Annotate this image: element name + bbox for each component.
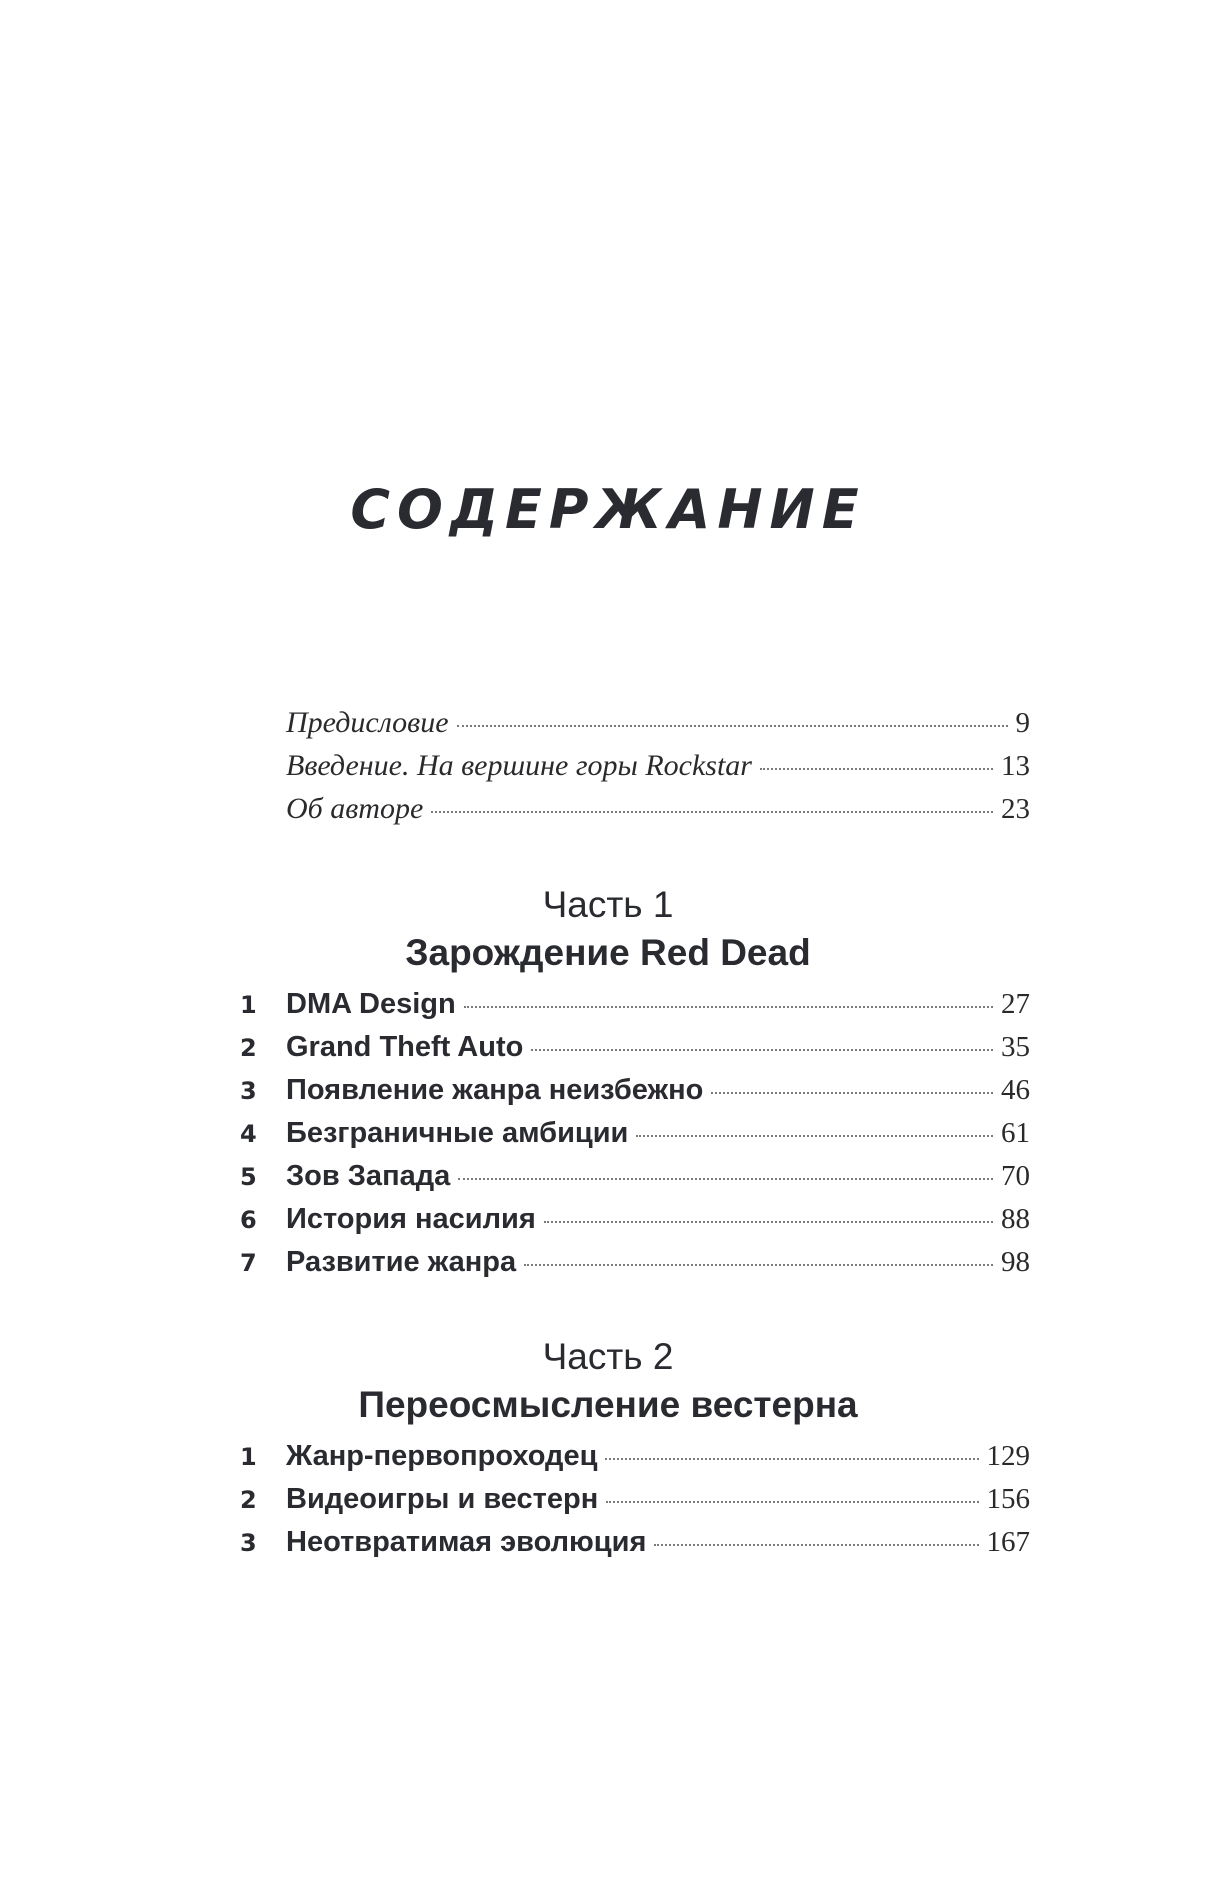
page-title: СОДЕРЖАНИЕ xyxy=(350,478,866,541)
part-label: Часть 1 xyxy=(542,884,674,925)
chapter-number: 4 xyxy=(240,1120,257,1148)
dot-leader xyxy=(605,1458,978,1460)
chapter-page: 167 xyxy=(986,1526,1030,1558)
chapter-title: Видеоигры и вестерн xyxy=(286,1483,599,1515)
chapter-title: Безграничные амбиции xyxy=(286,1117,629,1149)
part-heading xyxy=(0,882,1216,978)
toc-entry-page: 9 xyxy=(1015,707,1030,739)
chapter-entry xyxy=(240,1483,1030,1526)
toc-entry-title: Предисловие xyxy=(286,706,449,739)
dot-leader xyxy=(636,1135,993,1137)
chapter-number: 7 xyxy=(240,1249,257,1277)
chapter-entry xyxy=(240,1203,1030,1246)
dot-leader xyxy=(464,1006,993,1008)
chapter-entry xyxy=(240,1160,1030,1203)
dot-leader xyxy=(606,1501,978,1503)
chapter-title: DMA Design xyxy=(286,988,456,1020)
toc-entry-page: 13 xyxy=(1001,750,1030,782)
dot-leader xyxy=(711,1092,993,1094)
chapter-number: 2 xyxy=(240,1486,257,1514)
dot-leader xyxy=(760,768,993,770)
front-matter-list xyxy=(286,706,1030,835)
chapter-page: 61 xyxy=(1001,1117,1030,1149)
toc-entry-page: 23 xyxy=(1001,793,1030,825)
chapter-page: 156 xyxy=(986,1483,1030,1515)
dot-leader xyxy=(431,811,993,813)
chapter-page: 98 xyxy=(1001,1246,1030,1278)
part-name: Переосмысление вестерна xyxy=(358,1384,858,1425)
chapter-list xyxy=(240,988,1030,1289)
dot-leader xyxy=(458,1178,993,1180)
chapter-entry xyxy=(240,988,1030,1031)
toc-entry xyxy=(286,792,1030,835)
chapter-entry xyxy=(240,1074,1030,1117)
chapter-title: Grand Theft Auto xyxy=(286,1031,524,1063)
chapter-entry xyxy=(240,1117,1030,1160)
chapter-page: 27 xyxy=(1001,988,1030,1020)
chapter-title: История насилия xyxy=(286,1203,536,1235)
part-heading xyxy=(0,1334,1216,1430)
chapter-number: 3 xyxy=(240,1077,257,1105)
dot-leader xyxy=(531,1049,993,1051)
dot-leader xyxy=(654,1544,978,1546)
part-name: Зарождение Red Dead xyxy=(405,932,811,973)
chapter-title: Зов Запада xyxy=(286,1160,451,1192)
toc-entry xyxy=(286,749,1030,792)
toc-entry xyxy=(286,706,1030,749)
chapter-page: 70 xyxy=(1001,1160,1030,1192)
chapter-page: 129 xyxy=(986,1440,1030,1472)
chapter-entry xyxy=(240,1031,1030,1074)
toc-entry-title: Об авторе xyxy=(286,792,424,825)
chapter-entry xyxy=(240,1440,1030,1483)
chapter-title: Неотвратимая эволюция xyxy=(286,1526,647,1558)
part-label: Часть 2 xyxy=(542,1336,674,1377)
dot-leader xyxy=(457,725,1008,727)
chapter-title: Развитие жанра xyxy=(286,1246,517,1278)
chapter-number: 3 xyxy=(240,1529,257,1557)
chapter-page: 88 xyxy=(1001,1203,1030,1235)
chapter-title: Появление жанра неизбежно xyxy=(286,1074,704,1106)
chapter-number: 2 xyxy=(240,1034,257,1062)
chapter-list xyxy=(240,1440,1030,1569)
chapter-entry xyxy=(240,1246,1030,1289)
chapter-entry xyxy=(240,1526,1030,1569)
chapter-page: 46 xyxy=(1001,1074,1030,1106)
chapter-number: 1 xyxy=(240,991,257,1019)
dot-leader xyxy=(544,1221,993,1223)
dot-leader xyxy=(524,1264,993,1266)
chapter-page: 35 xyxy=(1001,1031,1030,1063)
chapter-number: 5 xyxy=(240,1163,257,1191)
chapter-number: 1 xyxy=(240,1443,257,1471)
toc-entry-title: Введение. На вершине горы Rockstar xyxy=(286,749,752,782)
chapter-title: Жанр-первопроходец xyxy=(286,1440,598,1472)
chapter-number: 6 xyxy=(240,1206,257,1234)
